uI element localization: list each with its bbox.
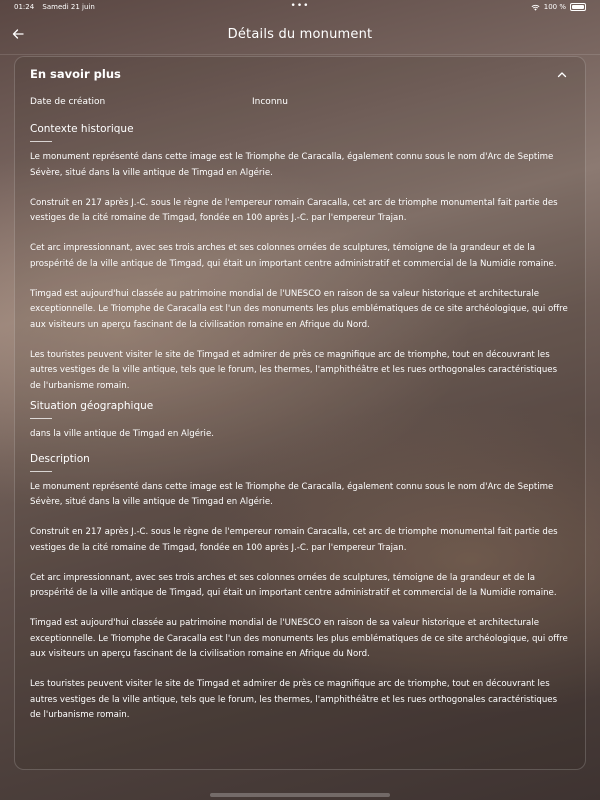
card-header[interactable] xyxy=(30,57,570,91)
battery-icon xyxy=(570,3,586,11)
collapse-button[interactable] xyxy=(554,66,570,82)
chevron-up-icon xyxy=(557,71,567,78)
status-bar xyxy=(0,0,600,14)
history-paragraph: Cet arc impressionnant, avec ses trois arches et ses colonnes ornées de sculptures, témoigne de la grandeur et de la prospérité de la ville antique de Timgad, qui était un important centre administratif et commercial de la Numidie romaine. xyxy=(30,243,557,269)
status-right xyxy=(531,3,586,11)
home-indicator[interactable] xyxy=(210,793,390,797)
status-left xyxy=(14,3,101,11)
description-paragraph: Construit en 217 après J.-C. sous le règne de l'empereur romain Caracalla, cet arc de triomphe monumental fait partie des vestiges de la cité romaine de Timgad, fondée en 100 après J.-C. par l'empereur Trajan. xyxy=(30,527,558,553)
battery-percent: 100 % xyxy=(543,3,566,11)
learn-more-card xyxy=(14,56,586,770)
location-title: Situation géographique xyxy=(30,400,154,412)
app-header xyxy=(0,14,600,55)
card-title: En savoir plus xyxy=(30,67,121,81)
description-title: Description xyxy=(30,452,90,465)
page-title: Détails du monument xyxy=(227,26,373,42)
wifi-icon xyxy=(531,4,540,11)
history-paragraph: Le monument représenté dans cette image est le Triomphe de Caracalla, également connu sous le nom d'Arc de Septime Sévère, situé dans la ville antique de Timgad en Algérie. xyxy=(30,152,554,178)
arrow-left-icon xyxy=(12,28,24,40)
status-date: Samedi 21 juin xyxy=(42,3,95,11)
section-divider xyxy=(30,471,52,472)
history-paragraph: Construit en 217 après J.-C. sous le règne de l'empereur romain Caracalla, cet arc de triomphe monumental fait partie des vestiges de la cité romaine de Timgad, fondée en 100 après J.-C. par l'empereur Trajan. xyxy=(30,197,558,223)
creation-date-row xyxy=(30,97,570,109)
location-text: dans la ville antique de Timgad en Algérie. xyxy=(30,429,214,439)
multitasking-dots[interactable]: ••• xyxy=(290,1,310,11)
section-divider xyxy=(30,141,52,142)
history-title: Contexte historique xyxy=(30,123,134,135)
description-paragraph: Timgad est aujourd'hui classée au patrimoine mondial de l'UNESCO en raison de sa valeur historique et architecturale exceptionnelle. Le Triomphe de Caracalla est l'un des monuments les plus emblématiques de ce site archéologique, qui offre aux visiteurs un aperçu fascinant de la civilisation romaine en Afrique du Nord. xyxy=(30,618,568,659)
history-paragraph: Timgad est aujourd'hui classée au patrimoine mondial de l'UNESCO en raison de sa valeur historique et architecturale exceptionnelle. Le Triomphe de Caracalla est l'un des monuments les plus emblématiques de ce site archéologique, qui offre aux visiteurs un aperçu fascinant de la civilisation romaine en Afrique du Nord. xyxy=(30,288,568,330)
description-paragraph: Cet arc impressionnant, avec ses trois arches et ses colonnes ornées de sculptures, témoigne de la grandeur et de la prospérité de la ville antique de Timgad, qui était un important centre administratif et commercial de la Numidie romaine. xyxy=(30,572,557,598)
history-paragraph: Les touristes peuvent visiter le site de Timgad et admirer de près ce magnifique arc de triomphe, tout en découvrant les autres vestiges de la ville antique, tels que le forum, les thermes, l'amphithéâtre et les rues orthogonales caractéristiques de l'urbanisme romain. xyxy=(30,349,558,391)
description-paragraph: Les touristes peuvent visiter le site de Timgad et admirer de près ce magnifique arc de triomphe, tout en découvrant les autres vestiges de la ville antique, tels que le forum, les thermes, l'amphithéâtre et les rues orthogonales caractéristiques de l'urbanisme romain. xyxy=(30,679,558,720)
description-paragraph: Le monument représenté dans cette image est le Triomphe de Caracalla, également connu sous le nom d'Arc de Septime Sévère, situé dans la ville antique de Timgad en Algérie. xyxy=(30,481,554,507)
section-divider xyxy=(30,418,52,419)
creation-date-label: Date de création xyxy=(30,97,106,107)
status-time: 01:24 xyxy=(14,3,35,11)
back-button[interactable] xyxy=(8,24,28,44)
creation-date-value: Inconnu xyxy=(252,97,288,107)
